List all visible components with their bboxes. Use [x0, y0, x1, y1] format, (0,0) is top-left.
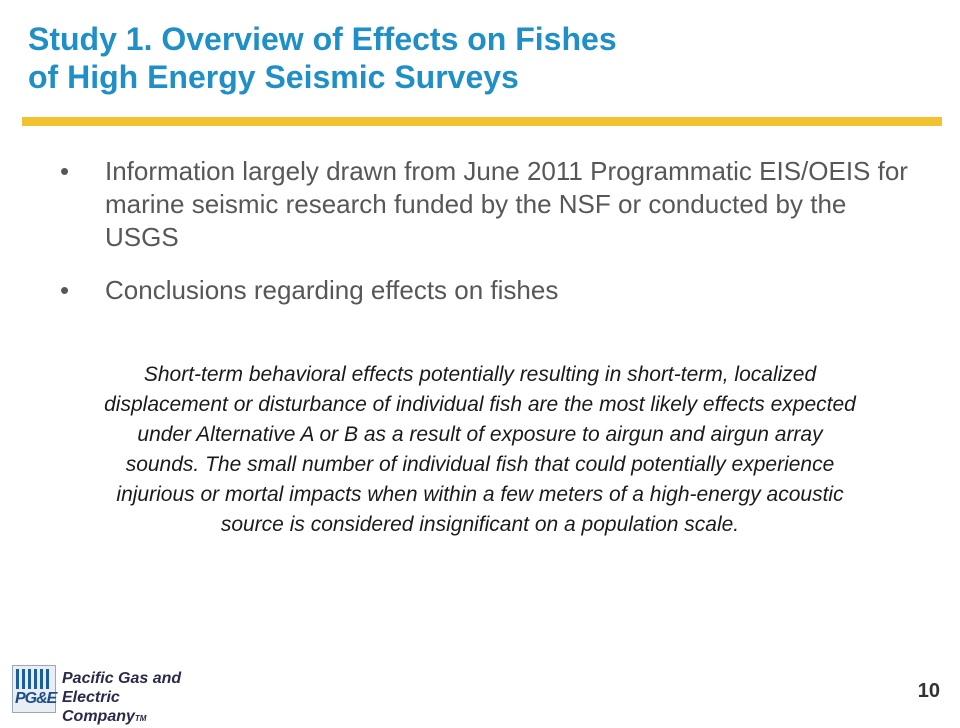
logo-name-line-2-text: Electric Company: [62, 689, 135, 725]
logo-mark-text: PG&E: [15, 690, 57, 707]
trademark-mark: TM: [134, 714, 147, 723]
bullet-item: [60, 155, 920, 254]
title-divider: [22, 117, 942, 126]
bullet-list: [60, 155, 920, 327]
logo-company-name: [62, 669, 208, 728]
logo-name-line-2: [62, 688, 208, 728]
slide-title-line-1: Study 1. Overview of Effects on Fishes: [28, 21, 617, 57]
bullet-dot: •: [60, 275, 70, 305]
bullet-item: [60, 274, 920, 307]
bullet-dot: •: [60, 156, 70, 186]
bullet-text: Conclusions regarding effects on fishes: [105, 275, 559, 305]
logo-name-line-1: Pacific Gas and: [62, 670, 182, 687]
company-logo: [12, 665, 208, 725]
pge-logo-mark-icon: [12, 665, 56, 713]
page-number: 10: [917, 680, 940, 702]
slide-title: [28, 20, 928, 96]
bullet-text: Information largely drawn from June 2011 Programmatic EIS/OEIS for marine seismic research funded by the NSF or conducted by the USGS: [105, 156, 908, 252]
slide-title-line-2: of High Energy Seismic Surveys: [28, 59, 519, 95]
conclusion-quote: Short-term behavioral effects potentially resulting in short-term, localized displacement or disturbance of individual fish are the most likely effects expected under Alternative A or B as a result of exposure to airgun and airgun array sounds. The small number of individual fish that could potentially experience injurious or mortal impacts when within a few meters of a high-energy acoustic source is considered insignificant on a population scale.: [104, 363, 856, 536]
